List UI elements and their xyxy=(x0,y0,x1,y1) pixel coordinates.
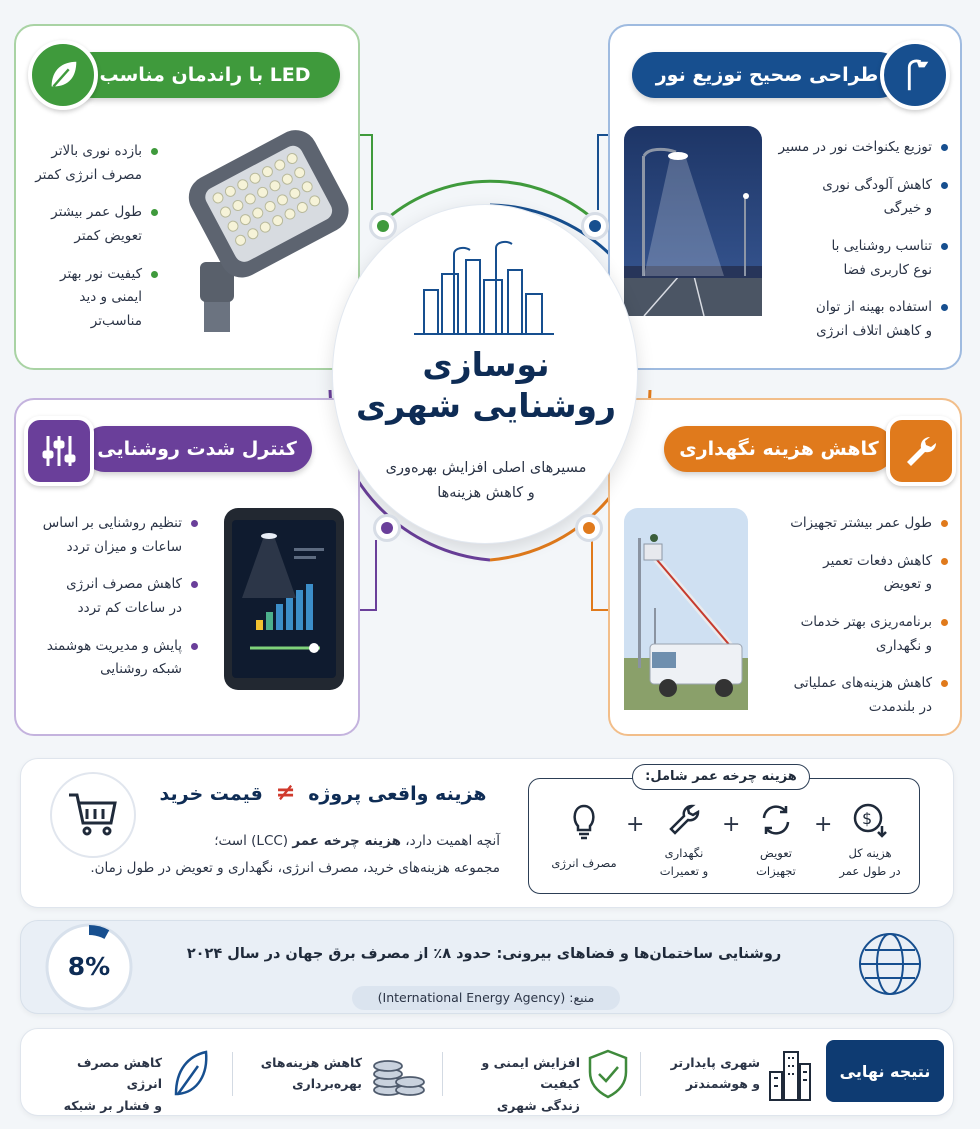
city-skyline-icon xyxy=(414,240,554,336)
leaf-icon xyxy=(28,40,98,110)
list-item: بازده نوری بالاتر مصرف انرژی کمتر xyxy=(26,140,160,187)
result-text: کاهش هزینه‌های بهره‌برداری xyxy=(260,1055,362,1092)
list-item: توزیع یکنواخت نور در مسیر xyxy=(770,136,950,160)
replace-icon xyxy=(756,800,796,840)
list-item: کاهش هزینه‌های عملیاتی در بلندمدت xyxy=(760,672,950,719)
coins-icon xyxy=(368,1048,428,1100)
center-title-line2: روشنایی شهری xyxy=(355,386,617,426)
result-item-safety xyxy=(450,1046,630,1113)
price-desc-line2: مجموعه هزینه‌های خرید، مصرف انرژی، نگهداری و تعویض در طول زمان. xyxy=(90,860,500,876)
divider xyxy=(232,1052,233,1096)
sliders-icon xyxy=(24,416,94,486)
result-item-energy xyxy=(40,1046,220,1113)
result-label: نتیجه نهایی xyxy=(826,1040,944,1102)
percent-ring xyxy=(44,922,134,1012)
result-item-city xyxy=(648,1046,816,1102)
control-list xyxy=(30,512,200,696)
lcc-item-maint xyxy=(644,800,724,881)
stat-source: منبع: (International Energy Agency) xyxy=(352,986,620,1010)
street-lamp-icon xyxy=(880,40,950,110)
green-node xyxy=(369,212,397,240)
maint-list xyxy=(760,512,950,733)
plus-sign: + xyxy=(722,812,741,837)
bucket-truck-image xyxy=(624,508,748,710)
real-cost-label: هزینه واقعی پروژه xyxy=(308,783,487,805)
result-text: افزایش ایمنی و کیفیت زندگی شهری xyxy=(481,1055,580,1113)
light-list xyxy=(770,136,950,357)
lcc-item-label: هزینه کل در طول عمر xyxy=(839,846,901,879)
price-headline xyxy=(150,778,496,806)
leaf-icon xyxy=(168,1048,212,1100)
plus-sign: + xyxy=(626,812,645,837)
result-text: کاهش مصرف انرژی و فشار بر شبکه xyxy=(63,1055,162,1113)
wrench-icon xyxy=(886,416,956,486)
blue-node xyxy=(581,212,609,240)
list-item: کیفیت نور بهتر ایمنی و دید مناسب‌تر xyxy=(26,263,160,334)
light-title: طراحی صحیح توزیع نور xyxy=(655,64,879,86)
led-list xyxy=(26,140,160,347)
dollar-clock-icon xyxy=(850,800,890,840)
divider xyxy=(442,1052,443,1096)
list-item: طول عمر بیشتر تجهیزات xyxy=(760,512,950,536)
light-title-pill xyxy=(632,52,902,98)
result-item-cost xyxy=(250,1046,430,1102)
lcc-title: هزینه چرخه عمر شامل: xyxy=(632,764,810,790)
list-item: تنظیم روشنایی بر اساس ساعات و میزان تردد xyxy=(30,512,200,559)
list-item: پایش و مدیریت هوشمند شبکه روشنایی xyxy=(30,635,200,682)
not-equal-sign: ≠ xyxy=(275,778,296,806)
purchase-price-label: قیمت خرید xyxy=(159,783,263,805)
result-text: شهری پایدارتر و هوشمندتر xyxy=(670,1055,760,1092)
globe-icon xyxy=(854,928,926,1004)
control-title: کنترل شدت روشنایی xyxy=(97,438,297,460)
price-desc-line1: آنچه اهمیت دارد، هزینه چرخه عمر (LCC) است؛ xyxy=(214,833,500,849)
stat-text: روشنایی ساختمان‌ها و فضاهای بیرونی: حدود ۸٪ از مصرف برق جهان در سال ۲۰۲۴ xyxy=(186,946,782,962)
price-desc xyxy=(60,828,500,882)
maint-title-pill xyxy=(664,426,894,472)
wrench-icon xyxy=(664,800,704,840)
center-subtitle-line1: مسیرهای اصلی افزایش بهره‌وری xyxy=(385,460,587,476)
lcc-item-label: نگهداری و تعمیرات xyxy=(659,846,709,879)
street-night-image xyxy=(624,126,762,316)
list-item: کاهش مصرف انرژی در ساعات کم تردد xyxy=(30,573,200,620)
lcc-item-label: مصرف انرژی xyxy=(551,856,617,870)
lightbulb-icon xyxy=(564,800,604,840)
city-icon xyxy=(766,1046,814,1102)
divider xyxy=(640,1052,641,1096)
list-item: استفاده بهینه از توان و کاهش اتلاف انرژی xyxy=(770,296,950,343)
center-subtitle-line2: و کاهش هزینه‌ها xyxy=(437,484,535,501)
percent-value: 8% xyxy=(67,952,111,981)
lcc-item-label: تعویض تجهیزات xyxy=(756,846,796,879)
list-item: برنامه‌ریزی بهتر خدمات و نگهداری xyxy=(760,611,950,658)
lcc-item-total xyxy=(830,800,910,881)
tablet-image xyxy=(224,508,344,690)
maint-title: کاهش هزینه نگهداری xyxy=(679,438,879,460)
center-title-line1: نوسازی xyxy=(422,345,550,384)
center-title xyxy=(336,344,636,427)
list-item: کاهش آلودگی نوری و خیرگی xyxy=(770,174,950,221)
list-item: تناسب روشنایی با نوع کاربری فضا xyxy=(770,235,950,282)
lcc-item-replace xyxy=(738,800,814,881)
led-title-pill xyxy=(70,52,340,98)
list-item: کاهش دفعات تعمیر و تعویض xyxy=(760,550,950,597)
shield-check-icon xyxy=(586,1048,630,1100)
led-title: LED با راندمان مناسب xyxy=(99,64,311,86)
svg-text:$: $ xyxy=(862,809,873,828)
plus-sign: + xyxy=(814,812,833,837)
lcc-item-energy xyxy=(546,800,622,872)
led-luminaire-image xyxy=(170,112,350,332)
orange-node xyxy=(575,514,603,542)
purple-node xyxy=(373,514,401,542)
center-subtitle xyxy=(346,456,626,505)
control-title-pill xyxy=(82,426,312,472)
list-item: طول عمر بیشتر تعویض کمتر xyxy=(26,201,160,248)
